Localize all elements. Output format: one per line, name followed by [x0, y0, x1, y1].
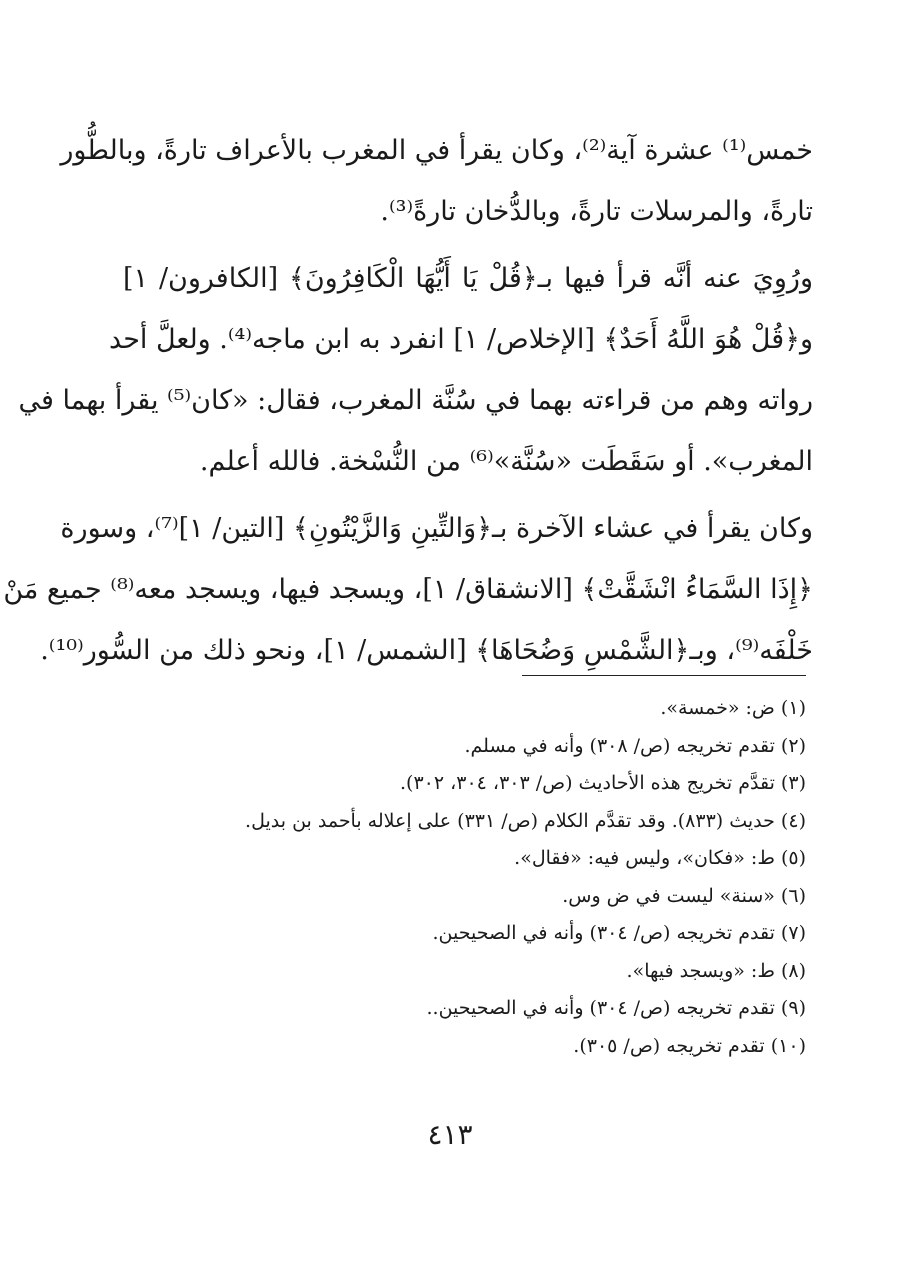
text-line: رواته وهم من قراءته بهما في سُنَّة المغرب، فقال: «كان⁽⁵⁾ يقرأ بهما في — [18, 385, 813, 416]
footnote-item: (٢) تقدم تخريجه (ص/ ٣٠٨) وأنه في مسلم. — [464, 734, 806, 757]
footnote-item: (٤) حديث (٨٣٣). وقد تقدَّم الكلام (ص/ ٣٣١) على إعلاله بأحمد بن بديل. — [245, 809, 806, 832]
page-number: ٤١٣ — [427, 1118, 473, 1151]
text-line: تارةً، والمرسلات تارةً، وبالدُّخان تارةً⁽³⁾. — [380, 196, 813, 227]
text-line: خمس⁽¹⁾ عشرة آية⁽²⁾، وكان يقرأ في المغرب بالأعراف تارةً، وبالطُّور — [60, 135, 813, 166]
footnote-item: (٦) «سنة» ليست في ض وس. — [562, 884, 806, 907]
text-line: و﴿قُلْ هُوَ اللَّهُ أَحَدٌ﴾ [الإخلاص/ ١] انفرد به ابن ماجه⁽⁴⁾. ولعلَّ أحد — [109, 324, 813, 355]
footnote-item: (٧) تقدم تخريجه (ص/ ٣٠٤) وأنه في الصحيحين. — [432, 922, 806, 944]
footnote-item: (٥) ط: «فكان»، وليس فيه: «فقال». — [514, 847, 806, 869]
footnotes — [106, 690, 806, 1065]
footnote-item: (١٠) تقدم تخريجه (ص/ ٣٠٥). — [573, 1034, 806, 1057]
main-text — [3, 120, 813, 681]
footnote-divider — [522, 675, 806, 676]
text-line: المغرب». أو سَقَطَت «سُنَّة»⁽⁶⁾ من النُّسْخة. فالله أعلم. — [199, 446, 813, 477]
text-line: ﴿إِذَا السَّمَاءُ انْشَقَّتْ﴾ [الانشقاق/ ١]، ويسجد فيها، ويسجد معه⁽⁸⁾ جميع مَنْ — [3, 574, 813, 605]
footnote-item: (٣) تقدَّم تخريج هذه الأحاديث (ص/ ٣٠٣، ٣٠٤، ٣٠٢). — [400, 772, 806, 794]
footnote-item: (٨) ط: «ويسجد فيها». — [626, 959, 806, 982]
text-line: وكان يقرأ في عشاء الآخرة بـ﴿وَالتِّينِ وَالزَّيْتُونِ﴾ [التين/ ١]⁽⁷⁾، وسورة — [60, 513, 813, 544]
footnote-item: (٩) تقدم تخريجه (ص/ ٣٠٤) وأنه في الصحيحين.. — [426, 997, 806, 1019]
footnote-item: (١) ض: «خمسة». — [660, 697, 806, 719]
text-line: خَلْفَه⁽⁹⁾، وبـ﴿الشَّمْسِ وَضُحَاهَا﴾ [الشمس/ ١]، ونحو ذلك من السُّور⁽¹⁰⁾. — [40, 635, 813, 666]
text-line: ورُوِيَ عنه أنَّه قرأ فيها بـ﴿قُلْ يَا أَيُّهَا الْكَافِرُونَ﴾ [الكافرون/ ١] — [123, 263, 813, 294]
